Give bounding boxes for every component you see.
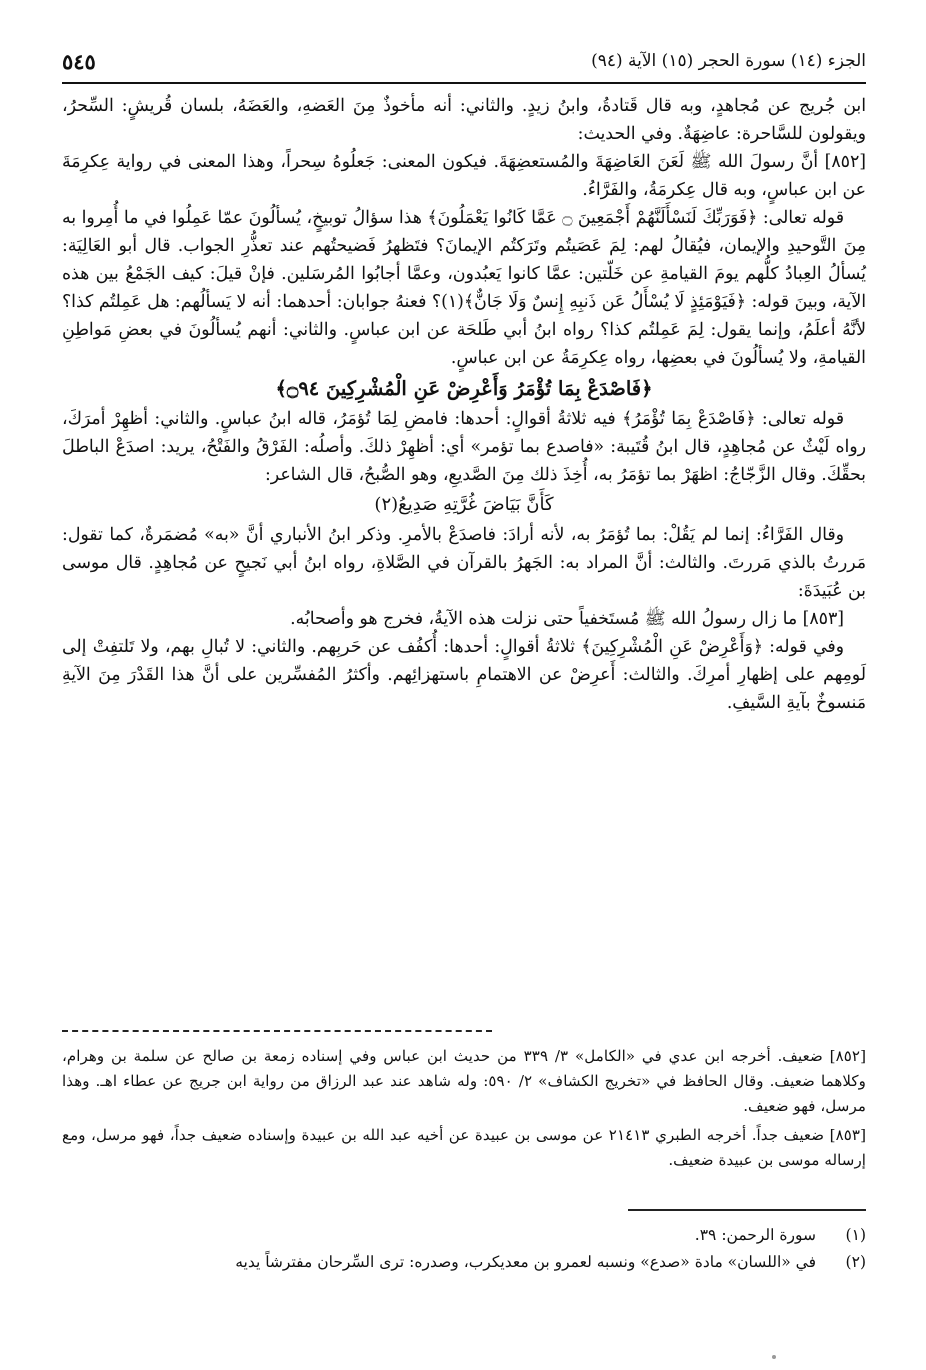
takhrij-note: [٨٥٣] ضعيف جداً. أخرجه الطبري ٢١٤١٣ عن موسى بن عبيدة عن أخيه عبد الله بن عبيدة وإسناده ضعيف جداً، فهو مرسل، ومع إرساله موسى بن عبيدة ضعيف. [62,1126,866,1169]
hadith-paragraph: [٨٥٣] ما زال رسولُ الله ﷺ مُستَخفياً حتى نزلت هذه الآيةُ، فخرج هو وأصحابُه. [290,609,844,629]
paragraph: ابن جُريج عن مُجاهدٍ، وبه قال قَتادةُ، وابنُ زيدٍ. والثاني: أنه مأخوذٌ مِنَ العَضهِ، والعَضَهُ، بلسان قُريشٍ: السِّحرُ، ويقولون للسَّاحرة: عاضِهَةٌ. وفي الحديث: [62,96,866,144]
takhrij-separator [62,1030,492,1032]
main-text [62,92,866,717]
quran-verse-heading: ﴿فَاصْدَعْ بِمَا تُؤْمَرُ وَأَعْرِضْ عَنِ الْمُشْرِكِينَ ۝٩٤﴾ [275,377,653,400]
scan-speck [772,1355,776,1359]
footnote [62,1249,866,1276]
hadith-paragraph: [٨٥٢] أنَّ رسولَ الله ﷺ لَعَنَ العَاضِهَةَ والمُستعضِهَةَ. فيكون المعنى: جَعلُوهُ سِحراً، وهذا المعنى في رواية عِكرِمَةَ عن ابن عباسٍ، وبه قال عِكرمَةُ، والفَرَّاءُ. [62,152,866,200]
footnote-text: في «اللسان» مادة «صدع» ونسبه لعمرو بن معديكرب، وصدره: ترى السِّرحان مفترشاً يديه [235,1253,816,1271]
footnote [62,1222,866,1249]
footnotes [62,1222,866,1276]
footnote-text: سورة الرحمن: ٣٩. [694,1226,816,1244]
footnote-marker: (١) [845,1226,866,1244]
paragraph: قوله تعالى: ﴿فَاصْدَعْ بِمَا تُؤْمَرُ﴾ فيه ثلاثةُ أقوالٍ: أحدها: فامضِ لِمَا تُؤمَرُ، قاله ابنُ عباسٍ. والثاني: أظهِرْ أمرَكَ، رواه لَيْثٌ عن مُجاهِدٍ، قال ابنُ قُتَيبة: «فاصدع بما تؤمر» أي: أظهِرْ ذلكَ. وأصلُه: الفَرْقُ والفَتْحُ، يريد: اصدَعْ الباطلَ بحقِّكَ. وقال الزَّجّاجُ: اظهَرْ بما تؤمَرُ به، أُخِذَ ذلك مِنَ الصَّديعِ، وهو الصُّبحُ، قال الشاعر: [62,409,866,485]
hadith-grading-notes [62,1044,866,1177]
paragraph: وقال الفَرَّاءُ: إنما لم يَقُلْ: بما تُؤمَرُ به، لأنه أرادَ: فاصدَعْ بالأمرِ. وذكر ابنُ الأنباري أنَّ «به» مُضمَرةٌ، كما تقول: مَررتُ بالذي مَررتَ. والثالث: أنَّ المراد به: الجَهرُ بالقرآن في الصَّلاةِ، رواه ابنُ أبي نَجيحٍ عن مُجاهِدٍ. قال موسى بن عُبَيدَةَ: [62,525,866,601]
poetry-line: كَأَنَّ بَيَاضَ غُرَّتِهِ صَدِيعُ(٢) [374,494,554,515]
paragraph: وفي قوله: ﴿وَأَعْرِضْ عَنِ الْمُشْرِكِينَ﴾ ثلاثةُ أقوالٍ: أحدها: أُكفُف عن حَربِهم. والثاني: لا تُبالِ بهم، ولا تَلتفِتْ إلى لَومِهم على إظهارِ أمرِكَ. والثالث: أَعرِضْ عن الاهتمامِ باستهزائِهم. وأكثرُ المُفسِّرين على أنَّ هذا القَدْرَ مِنَ الآيةِ مَنسوخٌ بآيةِ السَّيفِ. [62,637,866,713]
running-title: الجزء (١٤) سورة الحجر (١٥) الآية (٩٤) [591,51,866,71]
takhrij-note: [٨٥٢] ضعيف. أخرجه ابن عدي في «الكامل» ٣/ ٣٣٩ من حديث ابن عباس وفي إسناده زمعة بن صالح عن سلمة بن وهرام، وكلاهما ضعيف. وقال الحافظ في «تخريج الكشاف» ٢/ ٥٩٠: وله شاهد عند عبد الرزاق من رواية ابن جريج عن عطاء اهـ. وهذا مرسل، فهو ضعيف. [62,1047,866,1115]
page-header [62,46,866,76]
footnote-separator [628,1209,866,1211]
footnote-marker: (٢) [845,1253,866,1271]
header-rule [62,82,866,84]
page-number: ٥٤٥ [62,48,96,74]
paragraph: قوله تعالى: ﴿فَوَرَبِّكَ لَنَسْأَلَنَّهُمْ أَجْمَعِينَ ۝ عَمَّا كَانُوا يَعْمَلُونَ﴾ هذا سؤالُ توبيخٍ، يُسألُونَ عمّا عَمِلُوا في ما أُمِروا به مِنَ التَّوحيدِ والإيمان، فيُقالُ لهم: لِمَ عَصَيتُم وتَرَكتُم الإيمانَ؟ فتَظهرُ فَضيحتُهم عند تعذُّرِ الجواب. قال أبو العَالِيَة: يُسألُ العِبادُ كلُّهم يومَ القيامةِ عن خَلّتين: عمَّا كانوا يَعبُدون، وعمَّا أجابُوا المُرسَلين. فإنْ قيلَ: كيف الجَمْعُ بين هذه الآية، وبينَ قوله: ﴿فَيَوْمَئِذٍ لَا يُسْأَلُ عَن ذَنبِهِ إِنسٌ وَلَا جَانٌّ﴾(١)؟ فعنهُ جوابان: أحدهما: أنه لا يَسألُهم: هل عَمِلتُم كذا؟ لأنَّهُ أعلَمُ، وإنما يقول: لِمَ عَمِلتُم كذا؟ رواه ابنُ أبي طَلحَة عن ابن عباسٍ. والثاني: أنهم يُسألُونَ في بعضِ مَواطِنِ القيامةِ، ولا يُسألُونَ في بعضِها، رواه عِكرِمَةُ عن ابن عباسٍ. [62,208,866,368]
